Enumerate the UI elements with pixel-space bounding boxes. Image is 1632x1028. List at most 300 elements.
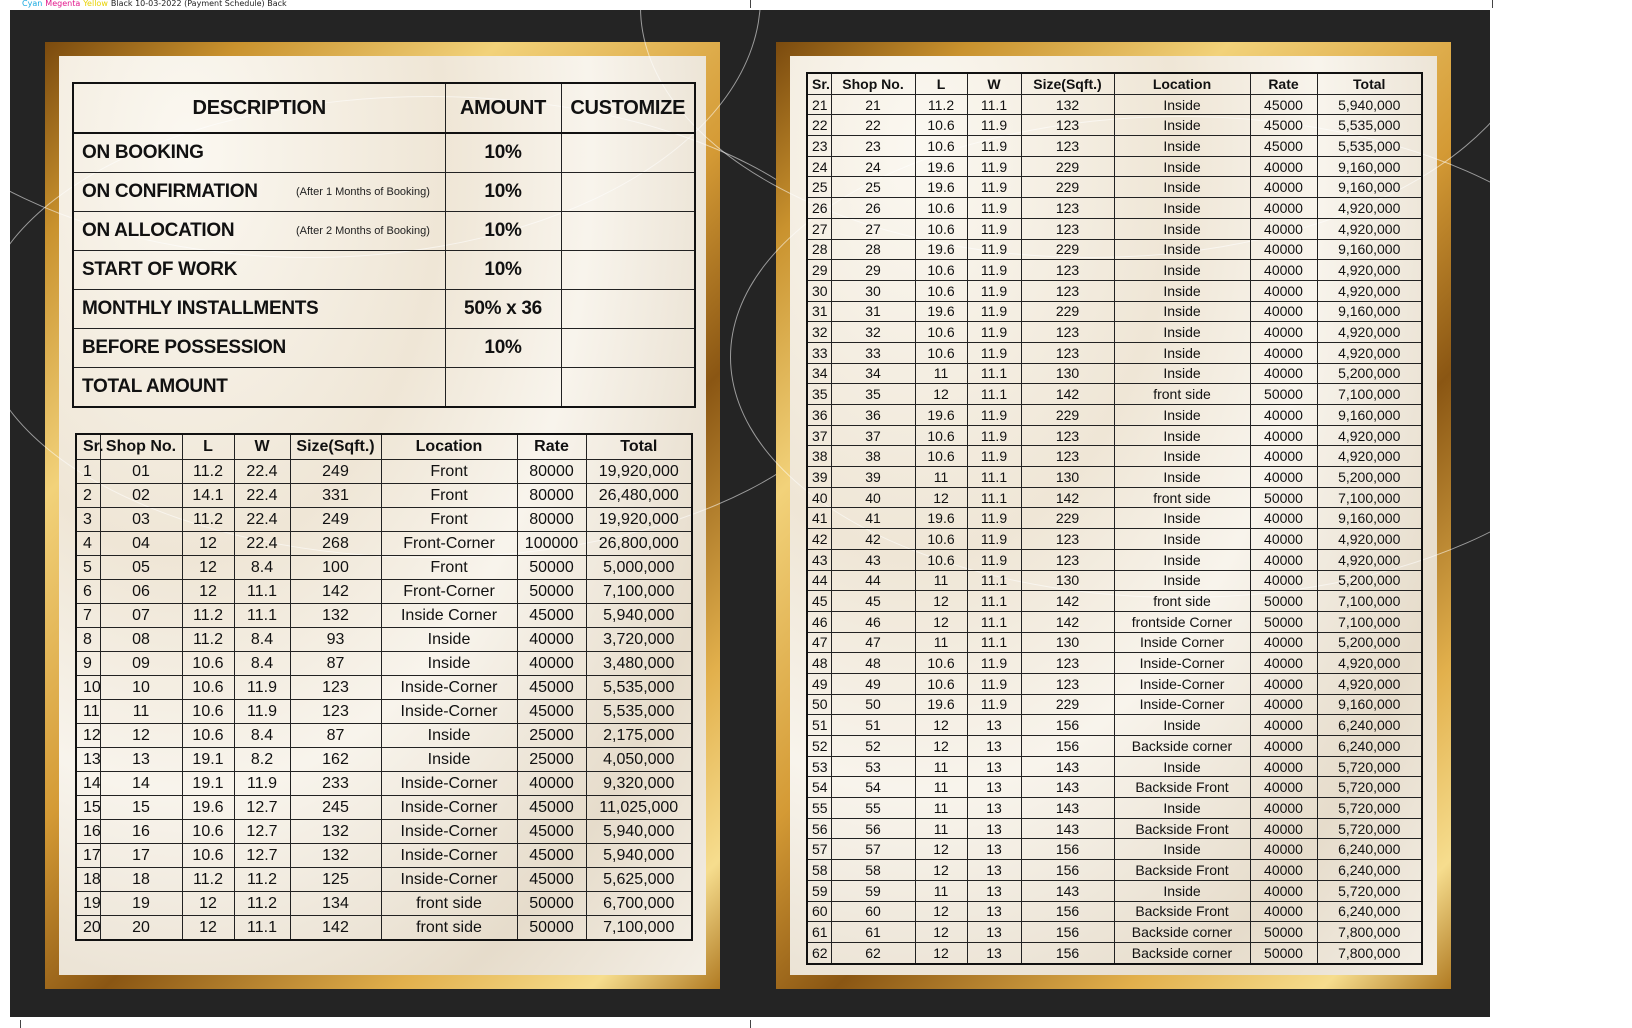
- table-cell: Inside: [1114, 363, 1250, 384]
- schedule-customize-cell: [561, 290, 695, 329]
- table-row: [807, 611, 1422, 632]
- table-cell: 4,920,000: [1317, 322, 1422, 343]
- table-row: [76, 820, 692, 844]
- table-cell: 58: [807, 860, 831, 881]
- table-cell: 4,050,000: [586, 748, 692, 772]
- schedule-description-cell: [73, 368, 445, 408]
- table-cell: 19.6: [915, 156, 967, 177]
- column-header: Total: [1317, 73, 1422, 94]
- table-cell: 8.4: [234, 556, 290, 580]
- table-cell: 5,940,000: [586, 820, 692, 844]
- schedule-header-row: [73, 83, 695, 133]
- table-row: [807, 632, 1422, 653]
- table-cell: 8.4: [234, 652, 290, 676]
- table-cell: Inside: [1114, 239, 1250, 260]
- table-cell: 123: [1021, 446, 1114, 467]
- table-cell: 4,920,000: [1317, 653, 1422, 674]
- table-cell: 143: [1021, 777, 1114, 798]
- table-cell: 10.6: [182, 820, 234, 844]
- table-cell: 53: [831, 756, 915, 777]
- table-cell: 7,100,000: [586, 916, 692, 941]
- table-cell: 3: [76, 508, 100, 532]
- table-cell: Backside corner: [1114, 922, 1250, 943]
- table-cell: 12: [182, 580, 234, 604]
- table-cell: 11.9: [967, 301, 1021, 322]
- table-cell: 12: [915, 839, 967, 860]
- table-row: [807, 239, 1422, 260]
- table-cell: 22.4: [234, 484, 290, 508]
- table-cell: Backside Front: [1114, 860, 1250, 881]
- shops-table-left: [75, 433, 693, 941]
- table-row: [76, 556, 692, 580]
- table-cell: 11: [915, 818, 967, 839]
- table-cell: 29: [831, 260, 915, 281]
- table-cell: 52: [831, 736, 915, 757]
- table-cell: 40000: [1250, 570, 1317, 591]
- table-cell: Inside Corner: [1114, 632, 1250, 653]
- schedule-row: [73, 212, 695, 251]
- table-cell: 7,100,000: [1317, 384, 1422, 405]
- table-cell: 13: [967, 818, 1021, 839]
- table-cell: 45: [831, 591, 915, 612]
- table-row: [807, 115, 1422, 136]
- table-cell: 42: [831, 529, 915, 550]
- table-cell: 156: [1021, 736, 1114, 757]
- table-cell: 24: [807, 156, 831, 177]
- table-cell: 4: [76, 532, 100, 556]
- table-cell: 11.1: [967, 570, 1021, 591]
- table-cell: 11.2: [182, 628, 234, 652]
- table-cell: 13: [967, 901, 1021, 922]
- table-cell: 4,920,000: [1317, 280, 1422, 301]
- table-cell: 20: [100, 916, 182, 941]
- table-cell: 40000: [1250, 880, 1317, 901]
- schedule-label: TOTAL AMOUNT: [82, 376, 228, 397]
- table-cell: 45000: [1250, 94, 1317, 115]
- table-cell: Inside: [1114, 136, 1250, 157]
- table-cell: 18: [76, 868, 100, 892]
- table-cell: 130: [1021, 570, 1114, 591]
- table-cell: 10.6: [915, 260, 967, 281]
- table-cell: 11,025,000: [586, 796, 692, 820]
- table-cell: 162: [290, 748, 381, 772]
- table-cell: 11.9: [967, 218, 1021, 239]
- amount-header: AMOUNT: [445, 83, 561, 133]
- table-row: [807, 363, 1422, 384]
- table-cell: 11.2: [182, 868, 234, 892]
- table-cell: 11.9: [967, 115, 1021, 136]
- table-cell: Inside: [1114, 301, 1250, 322]
- schedule-customize-cell: [561, 173, 695, 212]
- table-cell: 80000: [517, 508, 586, 532]
- table-row: [807, 694, 1422, 715]
- table-cell: 26,800,000: [586, 532, 692, 556]
- table-cell: 26,480,000: [586, 484, 692, 508]
- table-cell: 10.6: [915, 342, 967, 363]
- table-row: [807, 198, 1422, 219]
- table-cell: 11: [915, 880, 967, 901]
- table-cell: Front: [381, 556, 517, 580]
- table-cell: 12: [76, 724, 100, 748]
- table-row: [76, 652, 692, 676]
- table-cell: 23: [807, 136, 831, 157]
- table-row: [807, 942, 1422, 963]
- table-cell: 34: [807, 363, 831, 384]
- table-cell: 47: [831, 632, 915, 653]
- table-cell: 19.6: [915, 405, 967, 426]
- table-cell: 7: [76, 604, 100, 628]
- table-cell: 46: [831, 611, 915, 632]
- table-cell: 23: [831, 136, 915, 157]
- table-cell: 40000: [1250, 736, 1317, 757]
- table-cell: 7,100,000: [1317, 591, 1422, 612]
- table-cell: 40000: [1250, 632, 1317, 653]
- table-cell: 19.6: [915, 694, 967, 715]
- table-cell: 5,200,000: [1317, 632, 1422, 653]
- table-cell: 11.9: [967, 177, 1021, 198]
- table-row: [807, 156, 1422, 177]
- table-cell: 48: [831, 653, 915, 674]
- table-cell: 142: [1021, 611, 1114, 632]
- table-cell: 59: [831, 880, 915, 901]
- table-cell: 12: [915, 901, 967, 922]
- table-cell: 38: [807, 446, 831, 467]
- table-cell: 5,720,000: [1317, 798, 1422, 819]
- table-cell: 40000: [1250, 156, 1317, 177]
- table-cell: 10.6: [915, 280, 967, 301]
- table-cell: 15: [100, 796, 182, 820]
- table-cell: 40000: [1250, 280, 1317, 301]
- table-cell: 249: [290, 508, 381, 532]
- table-cell: 12: [915, 922, 967, 943]
- table-cell: 6,240,000: [1317, 901, 1422, 922]
- table-cell: 4,920,000: [1317, 529, 1422, 550]
- schedule-label: ON ALLOCATION: [82, 220, 235, 241]
- table-cell: Inside-Corner: [381, 772, 517, 796]
- table-cell: Inside-Corner: [1114, 694, 1250, 715]
- column-header: Shop No.: [831, 73, 915, 94]
- table-cell: 123: [1021, 115, 1114, 136]
- table-cell: 142: [1021, 384, 1114, 405]
- table-cell: 40000: [1250, 860, 1317, 881]
- table-cell: 50000: [1250, 942, 1317, 963]
- table-cell: 19.6: [915, 177, 967, 198]
- table-row: [76, 844, 692, 868]
- table-cell: 9,160,000: [1317, 301, 1422, 322]
- table-cell: Inside: [1114, 467, 1250, 488]
- table-cell: 15: [76, 796, 100, 820]
- table-cell: 123: [1021, 280, 1114, 301]
- table-cell: 13: [967, 798, 1021, 819]
- table-cell: 87: [290, 724, 381, 748]
- schedule-row: [73, 290, 695, 329]
- table-cell: 8.2: [234, 748, 290, 772]
- table-row: [807, 342, 1422, 363]
- table-cell: 5,200,000: [1317, 570, 1422, 591]
- table-cell: front side: [1114, 591, 1250, 612]
- table-cell: 45000: [517, 604, 586, 628]
- table-cell: 04: [100, 532, 182, 556]
- schedule-customize-cell: [561, 368, 695, 408]
- table-cell: 11.9: [967, 280, 1021, 301]
- table-row: [807, 301, 1422, 322]
- table-row: [807, 756, 1422, 777]
- table-cell: 11.1: [234, 604, 290, 628]
- table-cell: 125: [290, 868, 381, 892]
- table-cell: Inside-Corner: [1114, 673, 1250, 694]
- table-cell: 51: [831, 715, 915, 736]
- table-cell: 156: [1021, 942, 1114, 963]
- table-cell: 62: [831, 942, 915, 963]
- table-cell: Inside-Corner: [381, 868, 517, 892]
- table-cell: 54: [831, 777, 915, 798]
- table-cell: 40000: [1250, 839, 1317, 860]
- table-cell: 4,920,000: [1317, 218, 1422, 239]
- table-cell: 8: [76, 628, 100, 652]
- table-row: [807, 446, 1422, 467]
- table-cell: 11: [915, 363, 967, 384]
- table-cell: 11.9: [967, 342, 1021, 363]
- table-cell: Inside-Corner: [1114, 653, 1250, 674]
- table-row: [76, 772, 692, 796]
- column-header: Size(Sqft.): [290, 434, 381, 460]
- schedule-row: [73, 329, 695, 368]
- table-cell: 245: [290, 796, 381, 820]
- table-cell: 12: [182, 892, 234, 916]
- table-cell: 50000: [517, 556, 586, 580]
- table-cell: 40000: [1250, 239, 1317, 260]
- table-cell: 36: [807, 405, 831, 426]
- table-cell: 32: [807, 322, 831, 343]
- table-cell: 142: [290, 916, 381, 941]
- crop-mark: [20, 1020, 21, 1028]
- table-cell: 25000: [517, 748, 586, 772]
- table-row: [807, 260, 1422, 281]
- table-cell: 11.9: [967, 529, 1021, 550]
- schedule-label: MONTHLY INSTALLMENTS: [82, 298, 319, 319]
- table-cell: Front: [381, 484, 517, 508]
- table-cell: 33: [807, 342, 831, 363]
- table-cell: Backside Front: [1114, 777, 1250, 798]
- table-cell: 29: [807, 260, 831, 281]
- table-cell: 22.4: [234, 508, 290, 532]
- schedule-description-cell: [73, 329, 445, 368]
- schedule-row: [73, 133, 695, 173]
- schedule-customize-cell: [561, 329, 695, 368]
- table-cell: 229: [1021, 301, 1114, 322]
- table-cell: 11.9: [967, 156, 1021, 177]
- schedule-amount-cell: 10%: [445, 329, 561, 368]
- table-cell: 30: [831, 280, 915, 301]
- table-cell: Inside Corner: [381, 604, 517, 628]
- table-cell: 6,240,000: [1317, 736, 1422, 757]
- table-cell: front side: [1114, 487, 1250, 508]
- table-cell: 45000: [517, 676, 586, 700]
- table-cell: 50000: [1250, 922, 1317, 943]
- table-cell: 5,940,000: [1317, 94, 1422, 115]
- table-cell: 39: [831, 467, 915, 488]
- table-cell: 10.6: [915, 529, 967, 550]
- table-cell: Inside: [1114, 549, 1250, 570]
- table-cell: 13: [967, 777, 1021, 798]
- table-cell: 38: [831, 446, 915, 467]
- table-cell: 12.7: [234, 844, 290, 868]
- table-cell: 40000: [517, 772, 586, 796]
- table-cell: Front: [381, 460, 517, 484]
- column-header: Rate: [1250, 73, 1317, 94]
- table-row: [807, 322, 1422, 343]
- table-row: [76, 628, 692, 652]
- table-cell: 11.9: [967, 694, 1021, 715]
- table-cell: Backside corner: [1114, 942, 1250, 963]
- table-cell: 11.9: [967, 260, 1021, 281]
- table-cell: 10.6: [182, 724, 234, 748]
- table-cell: 22.4: [234, 532, 290, 556]
- table-cell: 49: [831, 673, 915, 694]
- table-cell: Inside: [1114, 839, 1250, 860]
- table-cell: 40000: [1250, 301, 1317, 322]
- schedule-amount-cell: 50% x 36: [445, 290, 561, 329]
- table-cell: 12: [915, 591, 967, 612]
- table-cell: 40000: [1250, 694, 1317, 715]
- shops-header-row: [807, 73, 1422, 94]
- table-cell: 18: [100, 868, 182, 892]
- table-cell: 10.6: [915, 115, 967, 136]
- table-cell: 229: [1021, 177, 1114, 198]
- table-cell: 40000: [1250, 342, 1317, 363]
- crop-mark: [750, 1020, 751, 1028]
- table-cell: 10.6: [915, 136, 967, 157]
- description-header: DESCRIPTION: [73, 83, 445, 133]
- table-cell: 50000: [517, 580, 586, 604]
- table-cell: 10.6: [182, 844, 234, 868]
- table-cell: 57: [831, 839, 915, 860]
- column-header: Shop No.: [100, 434, 182, 460]
- table-cell: 12: [915, 715, 967, 736]
- table-cell: 156: [1021, 715, 1114, 736]
- table-cell: 11.9: [967, 425, 1021, 446]
- schedule-customize-cell: [561, 212, 695, 251]
- table-cell: 40000: [517, 628, 586, 652]
- table-cell: 12.7: [234, 820, 290, 844]
- table-cell: 43: [831, 549, 915, 570]
- table-cell: 11.9: [967, 446, 1021, 467]
- table-cell: 22.4: [234, 460, 290, 484]
- table-cell: 6: [76, 580, 100, 604]
- table-cell: 11: [915, 777, 967, 798]
- table-cell: 39: [807, 467, 831, 488]
- table-cell: 9: [76, 652, 100, 676]
- table-cell: 28: [831, 239, 915, 260]
- shops-right-body: [807, 73, 1422, 964]
- table-cell: 7,100,000: [1317, 611, 1422, 632]
- table-cell: 25: [807, 177, 831, 198]
- table-cell: 11: [915, 467, 967, 488]
- table-cell: 13: [967, 922, 1021, 943]
- table-cell: 10.6: [915, 425, 967, 446]
- table-row: [76, 604, 692, 628]
- table-cell: 123: [290, 700, 381, 724]
- table-cell: 12: [182, 556, 234, 580]
- table-cell: 45000: [517, 796, 586, 820]
- schedule-description-cell: [73, 133, 445, 173]
- table-cell: 17: [100, 844, 182, 868]
- table-cell: 229: [1021, 694, 1114, 715]
- table-cell: 40000: [1250, 673, 1317, 694]
- table-cell: 9,160,000: [1317, 156, 1422, 177]
- schedule-amount-cell: [445, 368, 561, 408]
- table-cell: 156: [1021, 901, 1114, 922]
- column-header: L: [915, 73, 967, 94]
- table-cell: 7,800,000: [1317, 922, 1422, 943]
- column-header: Total: [586, 434, 692, 460]
- table-cell: 61: [807, 922, 831, 943]
- table-row: [76, 460, 692, 484]
- table-row: [807, 177, 1422, 198]
- table-cell: 09: [100, 652, 182, 676]
- table-cell: Inside-Corner: [381, 700, 517, 724]
- schedule-label: START OF WORK: [82, 259, 238, 280]
- table-cell: 100000: [517, 532, 586, 556]
- table-row: [807, 653, 1422, 674]
- table-cell: 11.1: [967, 632, 1021, 653]
- table-cell: 5,535,000: [586, 676, 692, 700]
- table-cell: Inside: [381, 652, 517, 676]
- table-cell: 56: [807, 818, 831, 839]
- table-cell: 25: [831, 177, 915, 198]
- table-cell: 24: [831, 156, 915, 177]
- table-cell: 12: [915, 611, 967, 632]
- table-cell: 5,625,000: [586, 868, 692, 892]
- table-cell: 143: [1021, 756, 1114, 777]
- table-cell: 10: [76, 676, 100, 700]
- schedule-description-cell: [73, 212, 445, 251]
- table-cell: 19: [100, 892, 182, 916]
- table-row: [807, 798, 1422, 819]
- table-cell: 40000: [1250, 446, 1317, 467]
- table-cell: 132: [1021, 94, 1114, 115]
- table-cell: 22: [831, 115, 915, 136]
- table-cell: 5,200,000: [1317, 363, 1422, 384]
- table-cell: 11.9: [967, 136, 1021, 157]
- table-cell: 156: [1021, 860, 1114, 881]
- table-cell: 132: [290, 820, 381, 844]
- column-header: Location: [1114, 73, 1250, 94]
- table-cell: 35: [807, 384, 831, 405]
- table-cell: 50: [831, 694, 915, 715]
- table-cell: Inside-Corner: [381, 796, 517, 820]
- table-cell: 132: [290, 604, 381, 628]
- table-cell: 11.9: [967, 673, 1021, 694]
- table-cell: 22: [807, 115, 831, 136]
- table-row: [807, 384, 1422, 405]
- table-cell: 62: [807, 942, 831, 963]
- table-cell: 11: [915, 632, 967, 653]
- table-cell: 40000: [1250, 508, 1317, 529]
- table-cell: 12: [182, 916, 234, 941]
- table-cell: 44: [807, 570, 831, 591]
- table-cell: 2,175,000: [586, 724, 692, 748]
- table-row: [76, 700, 692, 724]
- table-cell: 27: [807, 218, 831, 239]
- table-cell: 10.6: [915, 218, 967, 239]
- table-cell: 11.9: [234, 700, 290, 724]
- schedule-body: [73, 133, 695, 407]
- table-cell: 229: [1021, 405, 1114, 426]
- table-cell: 30: [807, 280, 831, 301]
- schedule-amount-cell: 10%: [445, 212, 561, 251]
- table-row: [807, 425, 1422, 446]
